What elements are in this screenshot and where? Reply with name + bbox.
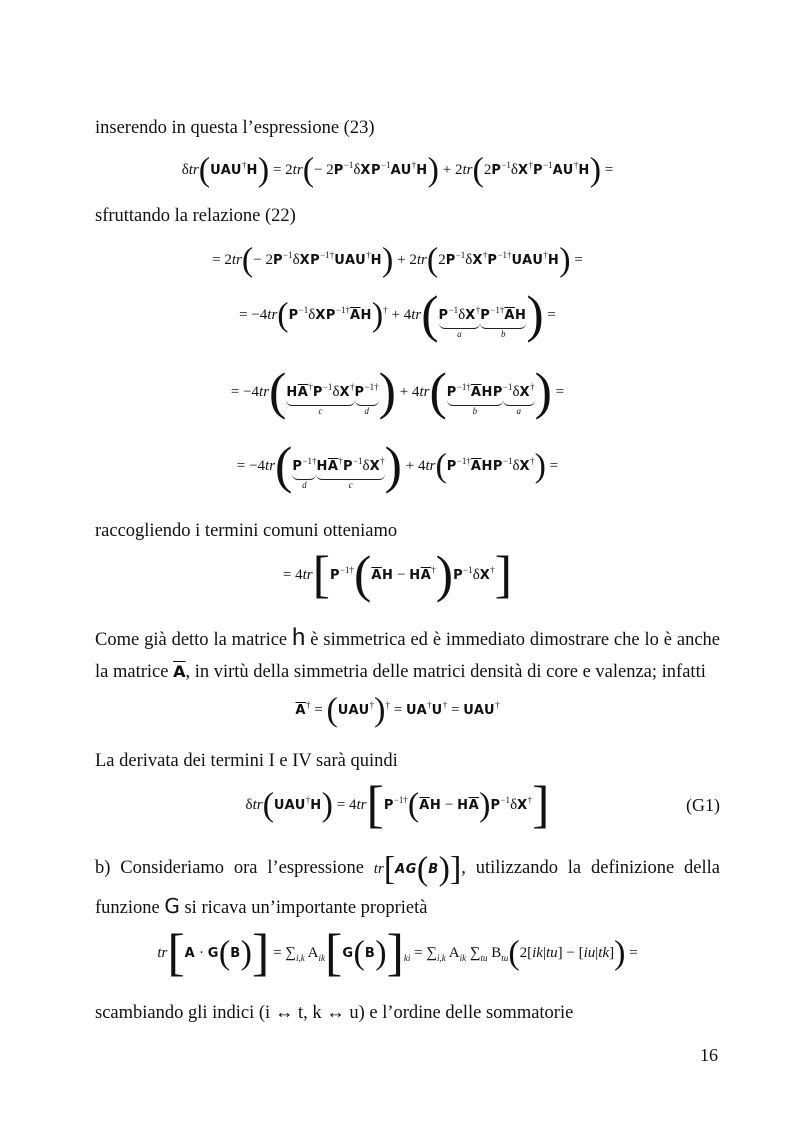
- equation-4: = $-4tr(H\overline{A}^\dagger P^{-1}\delta X^\dagger$ c $P^{-1\dagger}$ d ) + $4tr(P^{-1\dagger}\overline{A}HP$ b $^{-1}$δX† a ) =: [230, 363, 565, 421]
- paragraph-consider: b) Consideriamo ora l’espressione tr[AG(B)], utilizzando la definizione della funzione G si ricava un’importante proprietà: [95, 850, 720, 918]
- paragraph-relation: sfruttando la relazione (22): [95, 206, 296, 226]
- symbol-g: G: [164, 894, 180, 918]
- equation-7: $\overline{A}^\dagger = (UAU^\dagger)^\dagger = UA^\dagger U^\dagger = UAU^\dagger$: [295, 691, 500, 729]
- symbol-h: h: [292, 624, 306, 651]
- equation-1: $\delta tr(UAU^\dagger H) = 2tr(- 2P^{-1}\delta XP^{-1}AU^\dagger H) + 2tr(2P^{-1}\delta X^\dagger P^{-1}AU^\dagger H)$ =: [181, 151, 614, 189]
- equation-5: = $-4tr(P^{-1\dagger}$ d $H\overline{A}^\dagger P^{-1}\delta X^\dagger$ c ) + $4tr(P^{-1\dagger}\overline{A}HP^{-1}\delta X^\dagger)$ =: [236, 437, 559, 495]
- paragraph-swap: scambiando gli indici (i ↔ t, k ↔ u) e l’ordine delle sommatorie: [95, 1003, 574, 1023]
- equation-2: = $2tr(- 2P^{-1}\delta XP^{-1\dagger}UAU^\dagger H) + 2tr(2P^{-1}\delta X^\dagger P^{-1\dagger}UAU^\dagger H)$ =: [212, 241, 583, 279]
- equation-6: = $4tr[P^{-1\dagger}(\overline{A}H - H\overline{A}^\dagger)P^{-1}\delta X^\dagger]$: [282, 546, 513, 604]
- equation-label-g1: (G1): [686, 795, 720, 815]
- paragraph-intro: inserendo in questa l’espressione (23): [95, 118, 375, 138]
- equation-3: = $-4tr(P^{-1}\delta XP^{-1\dagger}\overline{A}H)^\dagger + 4tr(P^{-1}\delta X^\dagger$ a $P^{-1\dagger}\overline{A}H$ b ) =: [239, 286, 556, 344]
- paragraph-symmetry: Come già detto la matrice h è simmetrica ed è immediato dimostrare che lo è anche la matrice $\overline{A}$, in virtù della simmetria delle matrici densità di core e valenza; infatti: [95, 624, 721, 682]
- symbol-a-bar: $\overline{A}$: [173, 662, 186, 681]
- paragraph-derivative: La derivata dei termini I e IV sarà quindi: [95, 751, 398, 771]
- equation-g1: $\delta tr(UAU^\dagger H) = 4tr[P^{-1\dagger}(\overline{A}H - H\overline{A})P^{-1}\delta X^\dagger]$: [245, 776, 550, 834]
- equation-8: $tr[A \cdot G(B)] = \sum_{i,k}$ $A_{ik}[G(B)]_{ki} = \sum_{i,k}$ $A_{ik}$ $\sum_{tu}$ $B_{tu}(2[ik|tu] - [iu|tk])$ =: [157, 924, 638, 982]
- paragraph-collect: raccogliendo i termini comuni otteniamo: [95, 521, 398, 541]
- page-number: 16: [700, 1045, 718, 1065]
